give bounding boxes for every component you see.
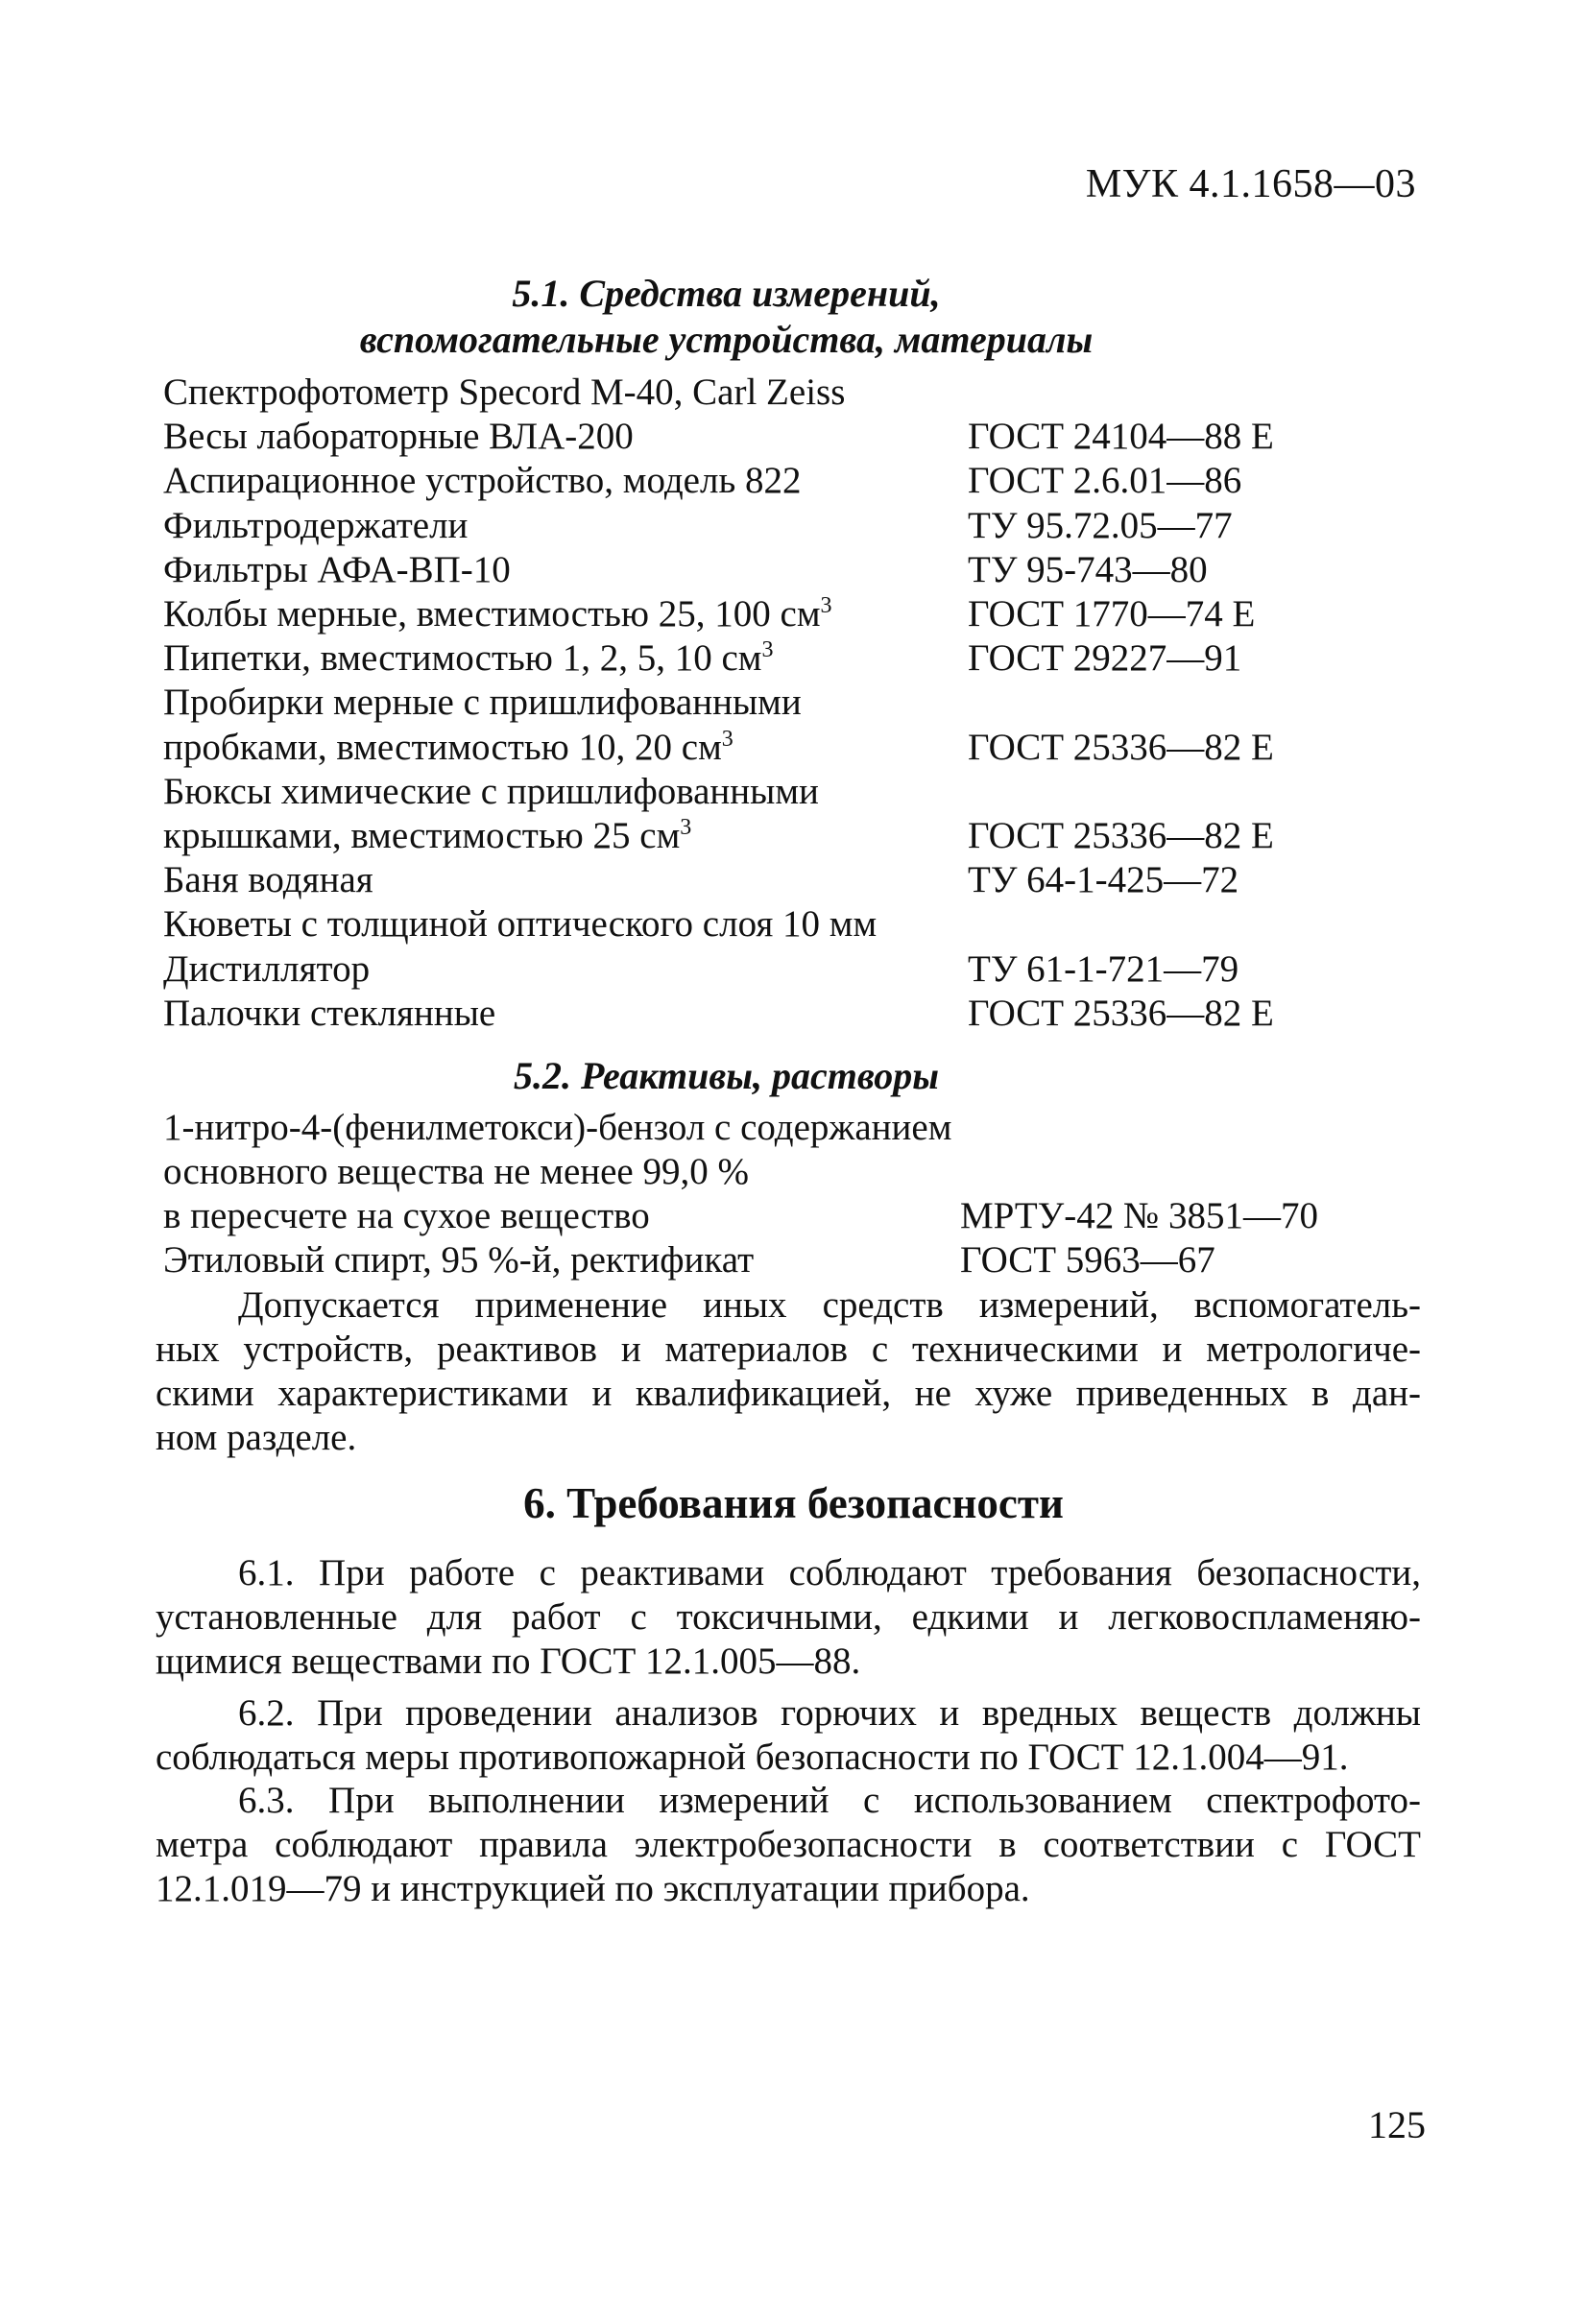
paragraph-line: 12.1.019—79 и инструкцией по эксплуатации прибора. xyxy=(156,1868,1030,1909)
safety-paragraph-6-2 xyxy=(156,1691,1421,1780)
list-item xyxy=(163,592,1440,636)
item-standard: ГОСТ 25336—82 Е xyxy=(968,726,1274,768)
paragraph-line: установленные для работ с токсичными, едкими и легковоспламеняю- xyxy=(156,1596,1421,1638)
item-standard: ТУ 61-1-721—79 xyxy=(968,947,1239,990)
section-5-2-title-text: 5.2. Реактивы, растворы xyxy=(514,1054,939,1097)
item-standard: ГОСТ 5963—67 xyxy=(960,1239,1215,1281)
item-name-text: Колбы мерные, вместимостью 25, 100 см xyxy=(163,593,821,635)
paragraph-line: 6.2. При проведении анализов горючих и вредных веществ должны xyxy=(238,1692,1421,1734)
item-name-text: крышками, вместимостью 25 см xyxy=(163,815,681,856)
item-name xyxy=(163,459,802,503)
item-name xyxy=(163,1150,749,1194)
item-name xyxy=(163,1106,951,1150)
item-standard: ГОСТ 1770—74 Е xyxy=(968,593,1256,635)
item-name xyxy=(163,726,733,770)
note-line: скими характеристиками и квалификацией, не хуже приведенных в дан- xyxy=(156,1373,1421,1414)
item-name xyxy=(163,947,370,992)
paragraph-line: щимися веществами по ГОСТ 12.1.005—88. xyxy=(156,1641,861,1682)
item-standard: МРТУ-42 № 3851—70 xyxy=(960,1195,1318,1236)
item-name xyxy=(163,504,468,548)
item-name-text: в пересчете на сухое вещество xyxy=(163,1195,650,1236)
unit-superscript: 3 xyxy=(820,593,832,618)
item-name-text: 1-нитро-4-(фенилметокси)-бензол с содержанием xyxy=(163,1107,952,1148)
paragraph-line: соблюдаться меры противопожарной безопасности по ГОСТ 12.1.004—91. xyxy=(156,1737,1349,1778)
item-name-text: основного вещества не менее 99,0 % xyxy=(163,1151,749,1192)
list-item xyxy=(163,371,1440,415)
list-item xyxy=(163,1106,1440,1150)
list-item xyxy=(163,548,1440,592)
list-item xyxy=(163,814,1440,858)
list-item xyxy=(163,681,1440,725)
list-item xyxy=(163,1194,1440,1238)
list-item xyxy=(163,1150,1440,1194)
paragraph-line: 6.3. При выполнении измерений с использованием спектрофото- xyxy=(238,1780,1421,1821)
item-name xyxy=(163,371,845,415)
section-5-1-title-line2: вспомогательные устройства, материалы xyxy=(359,318,1094,361)
item-name xyxy=(163,770,819,814)
item-standard: ТУ 95-743—80 xyxy=(968,548,1208,590)
item-standard: ГОСТ 24104—88 Е xyxy=(968,416,1274,458)
item-name-text: Дистиллятор xyxy=(163,947,371,990)
item-name xyxy=(163,1238,754,1282)
substitution-note xyxy=(156,1283,1421,1460)
list-item xyxy=(163,902,1440,946)
section-6-title: 6. Требования безопасности xyxy=(523,1479,1064,1527)
item-standard: ТУ 95.72.05—77 xyxy=(968,504,1233,546)
item-name xyxy=(163,1194,650,1238)
item-name-text: Баня водяная xyxy=(163,859,373,901)
document-code: МУК 4.1.1658—03 xyxy=(1085,162,1416,206)
item-name xyxy=(163,592,832,636)
item-name-text: Аспирационное устройство, модель 822 xyxy=(163,460,802,502)
safety-paragraph-6-1 xyxy=(156,1551,1421,1684)
list-item xyxy=(163,636,1440,681)
item-name xyxy=(163,636,773,681)
item-name-text: Палочки стеклянные xyxy=(163,992,496,1034)
item-name-text: Спектрофотометр Specord M-40, Carl Zeiss xyxy=(163,371,846,413)
section-5-1-title-line1: 5.1. Средства измерений, xyxy=(512,272,941,315)
item-name xyxy=(163,902,877,946)
item-name xyxy=(163,992,495,1036)
paragraph-line: метра соблюдают правила электробезопасности в соответствии с ГОСТ xyxy=(156,1824,1421,1865)
note-line: Допускается применение иных средств измерений, вспомогатель- xyxy=(238,1284,1421,1326)
item-name-text: Фильтродержатели xyxy=(163,504,469,546)
item-standard: ГОСТ 25336—82 Е xyxy=(968,815,1274,856)
list-item xyxy=(163,415,1440,459)
item-name-text: Кюветы с толщиной оптического слоя 10 мм xyxy=(163,903,878,946)
item-standard: ГОСТ 29227—91 xyxy=(968,637,1242,680)
item-name xyxy=(163,814,691,858)
unit-superscript: 3 xyxy=(680,815,692,840)
item-name xyxy=(163,681,802,725)
list-item xyxy=(163,726,1440,770)
paragraph-line: 6.1. При работе с реактивами соблюдают требования безопасности, xyxy=(238,1552,1421,1593)
list-item xyxy=(163,947,1440,992)
item-standard: ГОСТ 2.6.01—86 xyxy=(968,460,1242,502)
list-item xyxy=(163,770,1440,814)
item-name xyxy=(163,858,373,902)
item-standard: ГОСТ 25336—82 Е xyxy=(968,992,1274,1034)
item-name-text: Фильтры АФА-ВП-10 xyxy=(163,548,511,590)
note-line: ных устройств, реактивов и материалов с техническими и метрологиче- xyxy=(156,1329,1421,1370)
section-5-1-title xyxy=(0,271,1520,363)
list-item xyxy=(163,858,1440,902)
item-name-text: Бюксы химические с пришлифованными xyxy=(163,770,819,812)
item-name-text: Пробирки мерные с пришлифованными xyxy=(163,682,802,724)
safety-paragraph-6-3 xyxy=(156,1779,1421,1911)
unit-superscript: 3 xyxy=(721,726,733,752)
unit-superscript: 3 xyxy=(761,637,774,663)
item-standard: ТУ 64-1-425—72 xyxy=(968,859,1239,901)
list-item xyxy=(163,459,1440,503)
list-item xyxy=(163,992,1440,1036)
page-number: 125 xyxy=(1368,2103,1426,2146)
list-item xyxy=(163,504,1440,548)
item-name xyxy=(163,415,634,459)
item-name-text: пробками, вместимостью 10, 20 см xyxy=(163,726,722,768)
list-item xyxy=(163,1238,1440,1282)
section-5-2-title xyxy=(0,1053,1520,1099)
item-name-text: Этиловый спирт, 95 %-й, ректификат xyxy=(163,1239,755,1281)
item-name-text: Пипетки, вместимостью 1, 2, 5, 10 см xyxy=(163,637,762,680)
item-name xyxy=(163,548,511,592)
note-line: ном разделе. xyxy=(156,1417,357,1458)
item-name-text: Весы лабораторные ВЛА-200 xyxy=(163,416,634,458)
